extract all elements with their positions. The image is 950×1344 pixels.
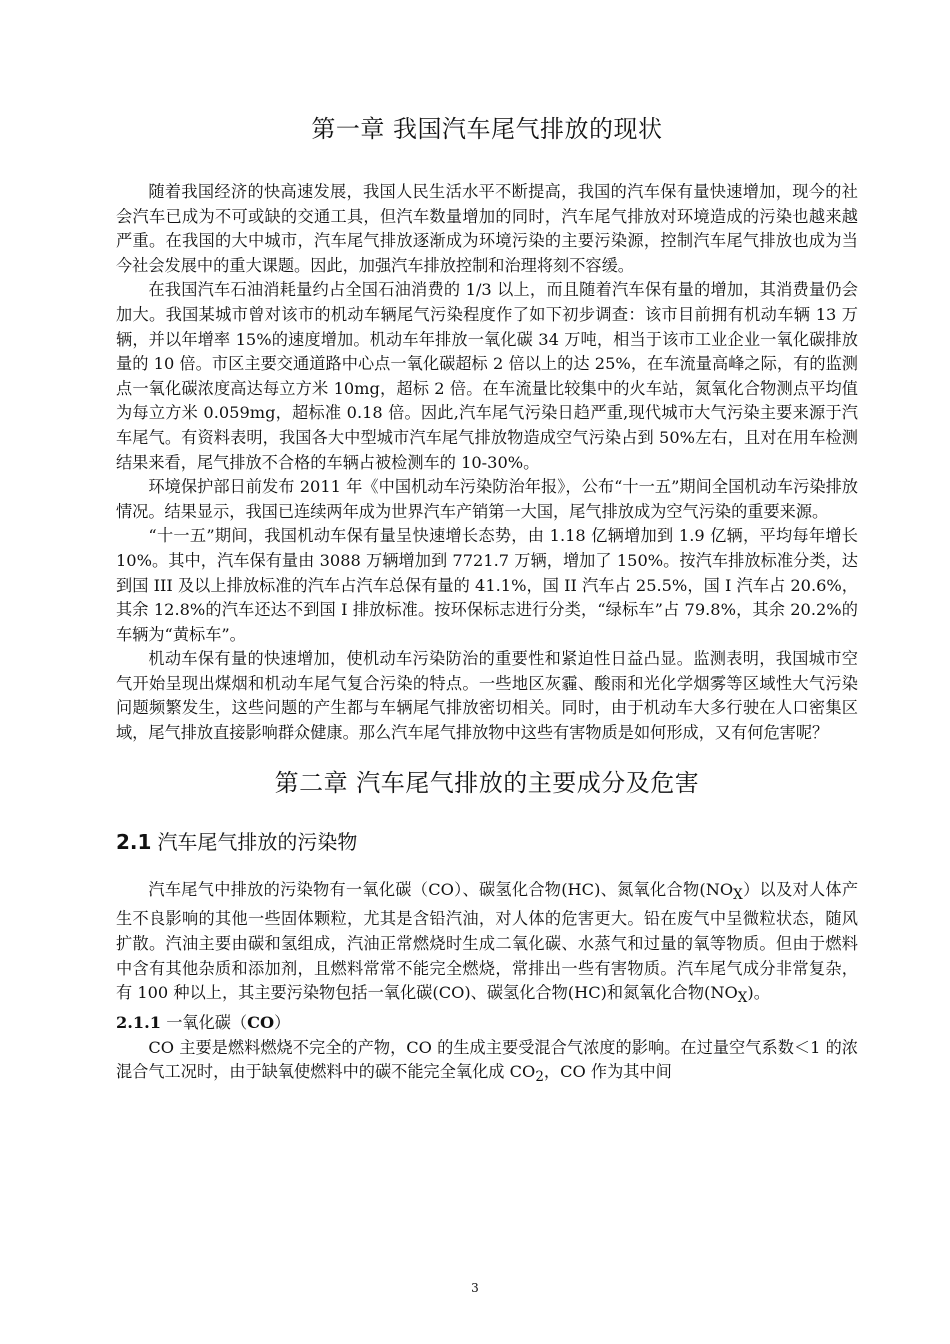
subscript-x: X: [737, 990, 748, 1007]
chapter-1-paragraph-3: 环境保护部日前发布 2011 年《中国机动车污染防治年报》，公布“十一五”期间全国机动车污染排放情况。结果显示，我国已连续两年成为世界汽车产销第一大国，尾气排放成为空气污染的重要来源。: [116, 477, 858, 521]
chapter-1-paragraph-4: “十一五”期间，我国机动车保有量呈快速增长态势，由 1.18 亿辆增加到 1.9 亿辆，平均每年增长 10%。其中，汽车保有量由 3088 万辆增加到 7721.7 万辆，增加了 150%。按汽车排放标准分类，达到国 III 及以上排放标准的汽车占汽车总保有量的 41.1%，国 II 汽车占 25.5%，国 I 汽车占 20.6%，其余 12.8%的汽车还达不到国 I 排放标准。按环保标志进行分类，“绿标车”占 79.8%，其余 20.2%的车辆为“黄标车”。: [116, 526, 858, 644]
subscript-2: 2: [535, 1069, 544, 1086]
section-paragraph-part-c: )。: [747, 983, 770, 1003]
chapter-1-paragraph-2: 在我国汽车石油消耗量约占全国石油消费的 1/3 以上，而且随着汽车保有量的增加，其消费量仍会加大。我国某城市曾对该市的机动车辆尾气污染程度作了如下初步调查：该市目前拥有机动车辆 13 万辆，并以年增率 15%的速度增加。机动车年排放一氧化碳 34 万吨，相当于该市工业企业一氧化碳排放量的 10 倍。市区主要交通道路中心点一氧化碳超标 2 倍以上的达 25%，在车流量高峰之际，有的监测点一氧化碳浓度高达每立方米 10mg，超标 2 倍。在车流量比较集中的火车站，氮氧化合物测点平均值为每立方米 0.059mg，超标准 0.18 倍。因此,汽车尾气污染日趋严重,现代城市大气污染主要来源于汽车尾气。有资料表明，我国各大中型城市汽车尾气排放物造成空气污染占到 50%左右，且对在用车检测结果来看，尾气排放不合格的车辆占被检测车的 10-30%。: [116, 280, 858, 472]
section-title-text: 汽车尾气排放的污染物: [157, 829, 358, 854]
chapter-2-title: 第二章 汽车尾气排放的主要成分及危害: [274, 768, 700, 797]
subsection-code: CO: [247, 1013, 275, 1033]
chapter-1-title: 第一章 我国汽车尾气排放的现状: [311, 115, 663, 143]
subsection-title-text: 一氧化碳（: [166, 1013, 248, 1033]
chapter-1-paragraph-5: 机动车保有量的快速增加，使机动车污染防治的重要性和紧迫性日益凸显。监测表明，我国城市空气开始呈现出煤烟和机动车尾气复合污染的特点。一些地区灰霾、酸雨和光化学烟雾等区域性大气污染问题频繁发生，这些问题的产生都与车辆尾气排放密切相关。同时，由于机动车大多行驶在人口密集区域，尾气排放直接影响群众健康。那么汽车尾气排放物中这些有害物质是如何形成，又有何危害呢？: [116, 649, 858, 743]
section-2-1-paragraph: [116, 878, 858, 1011]
page-number: 3: [471, 1281, 479, 1295]
subsection-paragraph-part-a: CO 主要是燃料燃烧不完全的产物，CO 的生成主要受混合气浓度的影响。在过量空气系数＜1 的浓混合气工况时，由于缺氧使燃料中的碳不能完全氧化成 CO: [116, 1037, 858, 1082]
subsection-title-close: ）: [274, 1013, 291, 1033]
section-paragraph-part-b: ）以及对人体产生不良影响的其他一些固体颗粒，尤其是含铅汽油，对人体的危害更大。铅在废气中呈微粒状态，随风扩散。汽油主要由碳和氢组成，汽油正常燃烧时生成二氧化碳、水蒸气和过量的氧等物质。但由于燃料中含有其他杂质和添加剂，且燃料常常不能完全燃烧，常排出一些有害物质。汽车尾气成分非常复杂，有 100 种以上，其主要污染物包括一氧化碳(CO)、碳氢化合物(HC)和氮氧化合物(NO: [116, 879, 859, 1003]
chapter-1-paragraph-1: 随着我国经济的快高速发展，我国人民生活水平不断提高，我国的汽车保有量快速增加，现今的社会汽车已成为不可或缺的交通工具，但汽车数量增加的同时，汽车尾气排放对环境造成的污染也越来越严重。在我国的大中城市，汽车尾气排放逐渐成为环境污染的主要污染源，控制汽车尾气排放也成为当今社会发展中的重大课题。因此，加强汽车排放控制和治理将刻不容缓。: [116, 182, 858, 275]
section-2-1-heading: [116, 824, 858, 860]
subsection-2-1-1-paragraph: [116, 1036, 858, 1090]
section-paragraph-part-a: 汽车尾气中排放的污染物有一氧化碳（CO）、碳氢化合物(HC)、氮氧化合物(NO: [148, 879, 734, 899]
section-number: 2.1: [116, 829, 152, 854]
subsection-number: 2.1.1: [116, 1013, 162, 1033]
page-content: [116, 108, 858, 1090]
subsection-paragraph-part-b: ，CO 作为其中间: [543, 1062, 672, 1082]
subscript-x: X: [733, 886, 743, 903]
subsection-2-1-1-heading: [116, 1011, 858, 1036]
